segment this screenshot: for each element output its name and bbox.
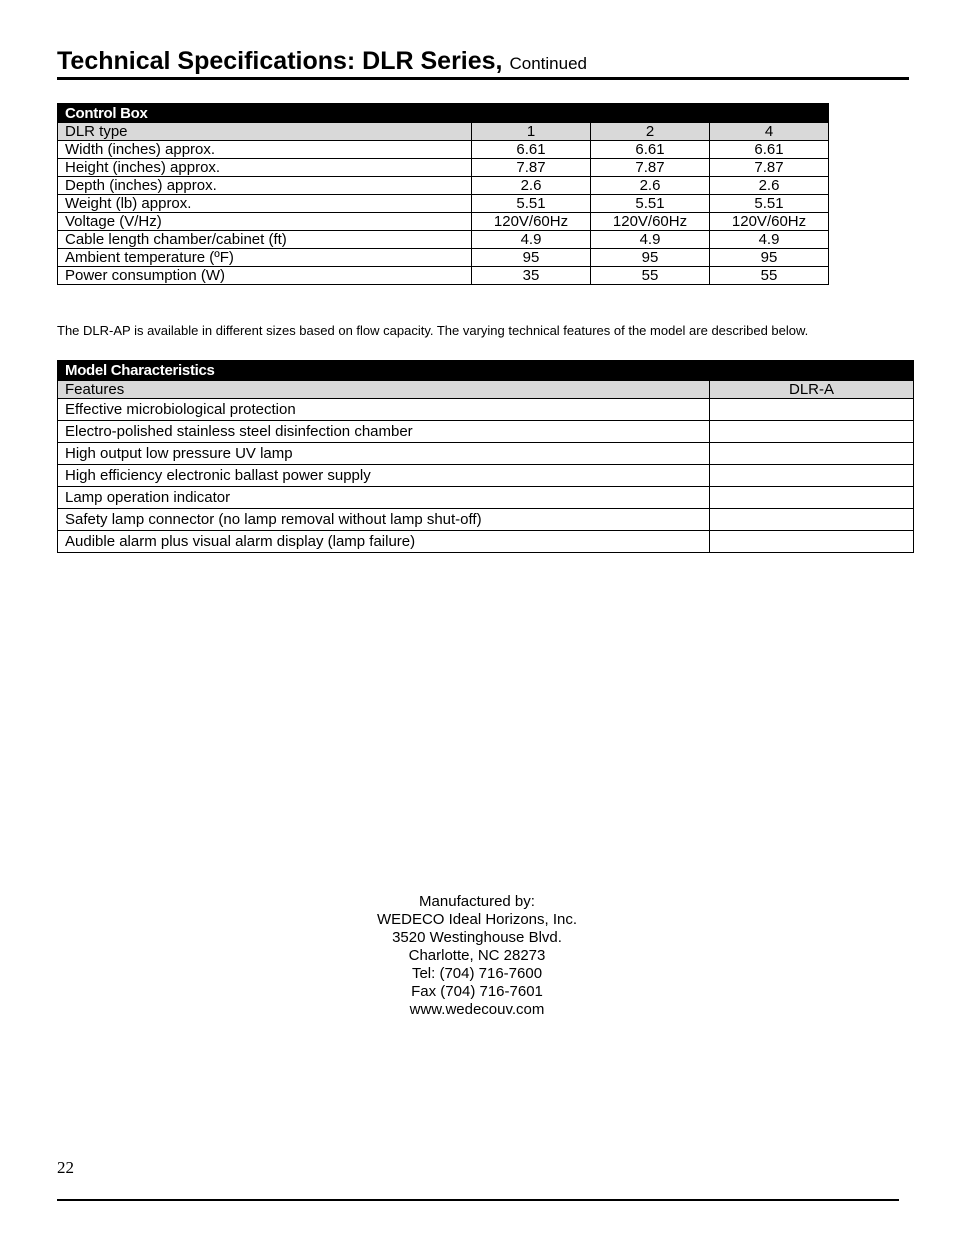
table-cell: 2.6 [472,177,591,195]
table-row [58,531,914,553]
manufacturer-line: Charlotte, NC 28273 [408,947,546,964]
control-box-table [57,103,829,285]
table-cell [710,465,914,487]
manufacturer-line: WEDECO Ideal Horizons, Inc. [376,911,578,928]
column-header: 4 [710,123,829,141]
table-cell: 120V/60Hz [472,213,591,231]
feature-label: Lamp operation indicator [58,487,710,509]
table-cell: 55 [710,267,829,285]
table-row [58,443,914,465]
title-divider [57,77,909,80]
table-cell: 2.6 [591,177,710,195]
column-header: Features [58,381,710,399]
row-label: Voltage (V/Hz) [58,213,472,231]
intro-paragraph: The DLR-AP is available in different sizes based on flow capacity. The varying technical features of the model are described below. [57,323,809,338]
table-row [58,141,829,159]
table-row [58,231,829,249]
table-cell: 55 [591,267,710,285]
table-cell: 5.51 [591,195,710,213]
table-cell: 4.9 [472,231,591,249]
model-characteristics-heading-row [58,361,914,381]
table-cell [710,443,914,465]
table-cell [710,531,914,553]
row-label: Depth (inches) approx. [58,177,472,195]
footer-divider [57,1199,899,1201]
row-label: Weight (lb) approx. [58,195,472,213]
row-label: Height (inches) approx. [58,159,472,177]
table-cell: 7.87 [472,159,591,177]
manufacturer-line: 3520 Westinghouse Blvd. [392,929,562,946]
table-cell: 35 [472,267,591,285]
table-cell: 6.61 [710,141,829,159]
model-characteristics-table [57,360,914,553]
table-row [58,487,914,509]
manufacturer-block [0,893,954,1019]
table-row [58,195,829,213]
table-cell: 6.61 [472,141,591,159]
table-row [58,465,914,487]
table-cell: 5.51 [710,195,829,213]
feature-label: Audible alarm plus visual alarm display (lamp failure) [58,531,710,553]
feature-label: Electro-polished stainless steel disinfection chamber [58,421,710,443]
table-cell: 2.6 [710,177,829,195]
table-cell [710,399,914,421]
table-cell: 120V/60Hz [591,213,710,231]
table-row [58,509,914,531]
row-label: Width (inches) approx. [58,141,472,159]
table-cell: 95 [472,249,591,267]
table-row [58,267,829,285]
row-label: Ambient temperature (ºF) [58,249,472,267]
page-title-main: Technical Specifications: DLR Series, [57,47,503,75]
control-box-column-header-row [58,123,829,141]
page-title-continued: Continued [509,54,587,73]
control-box-heading-row [58,104,829,123]
feature-label: Effective microbiological protection [58,399,710,421]
column-header: DLR type [58,123,472,141]
page-title [57,44,909,81]
manufacturer-line: Manufactured by: [419,893,535,910]
table-row [58,177,829,195]
feature-label: High efficiency electronic ballast power supply [58,465,710,487]
column-header: 1 [472,123,591,141]
table-row [58,213,829,231]
table-cell [710,509,914,531]
table-row [58,421,914,443]
column-header: DLR-A [710,381,914,399]
page-number: 22 [57,1158,74,1177]
table-row [58,399,914,421]
column-header: 2 [591,123,710,141]
manufacturer-line: Tel: (704) 716-7600 [411,965,543,982]
table-cell: 5.51 [472,195,591,213]
control-box-heading: Control Box [58,104,829,123]
table-cell: 4.9 [710,231,829,249]
table-cell: 6.61 [591,141,710,159]
table-cell [710,421,914,443]
table-row [58,159,829,177]
row-label: Power consumption (W) [58,267,472,285]
table-cell: 7.87 [710,159,829,177]
table-cell: 120V/60Hz [710,213,829,231]
table-cell: 4.9 [591,231,710,249]
model-characteristics-column-header-row [58,381,914,399]
table-cell: 95 [710,249,829,267]
model-characteristics-heading: Model Characteristics [58,361,914,381]
table-cell [710,487,914,509]
table-cell: 95 [591,249,710,267]
table-row [58,249,829,267]
feature-label: High output low pressure UV lamp [58,443,710,465]
manufacturer-line: Fax (704) 716-7601 [411,983,543,1000]
manufacturer-line: www.wedecouv.com [409,1001,545,1018]
feature-label: Safety lamp connector (no lamp removal without lamp shut-off) [58,509,710,531]
table-cell: 7.87 [591,159,710,177]
row-label: Cable length chamber/cabinet (ft) [58,231,472,249]
